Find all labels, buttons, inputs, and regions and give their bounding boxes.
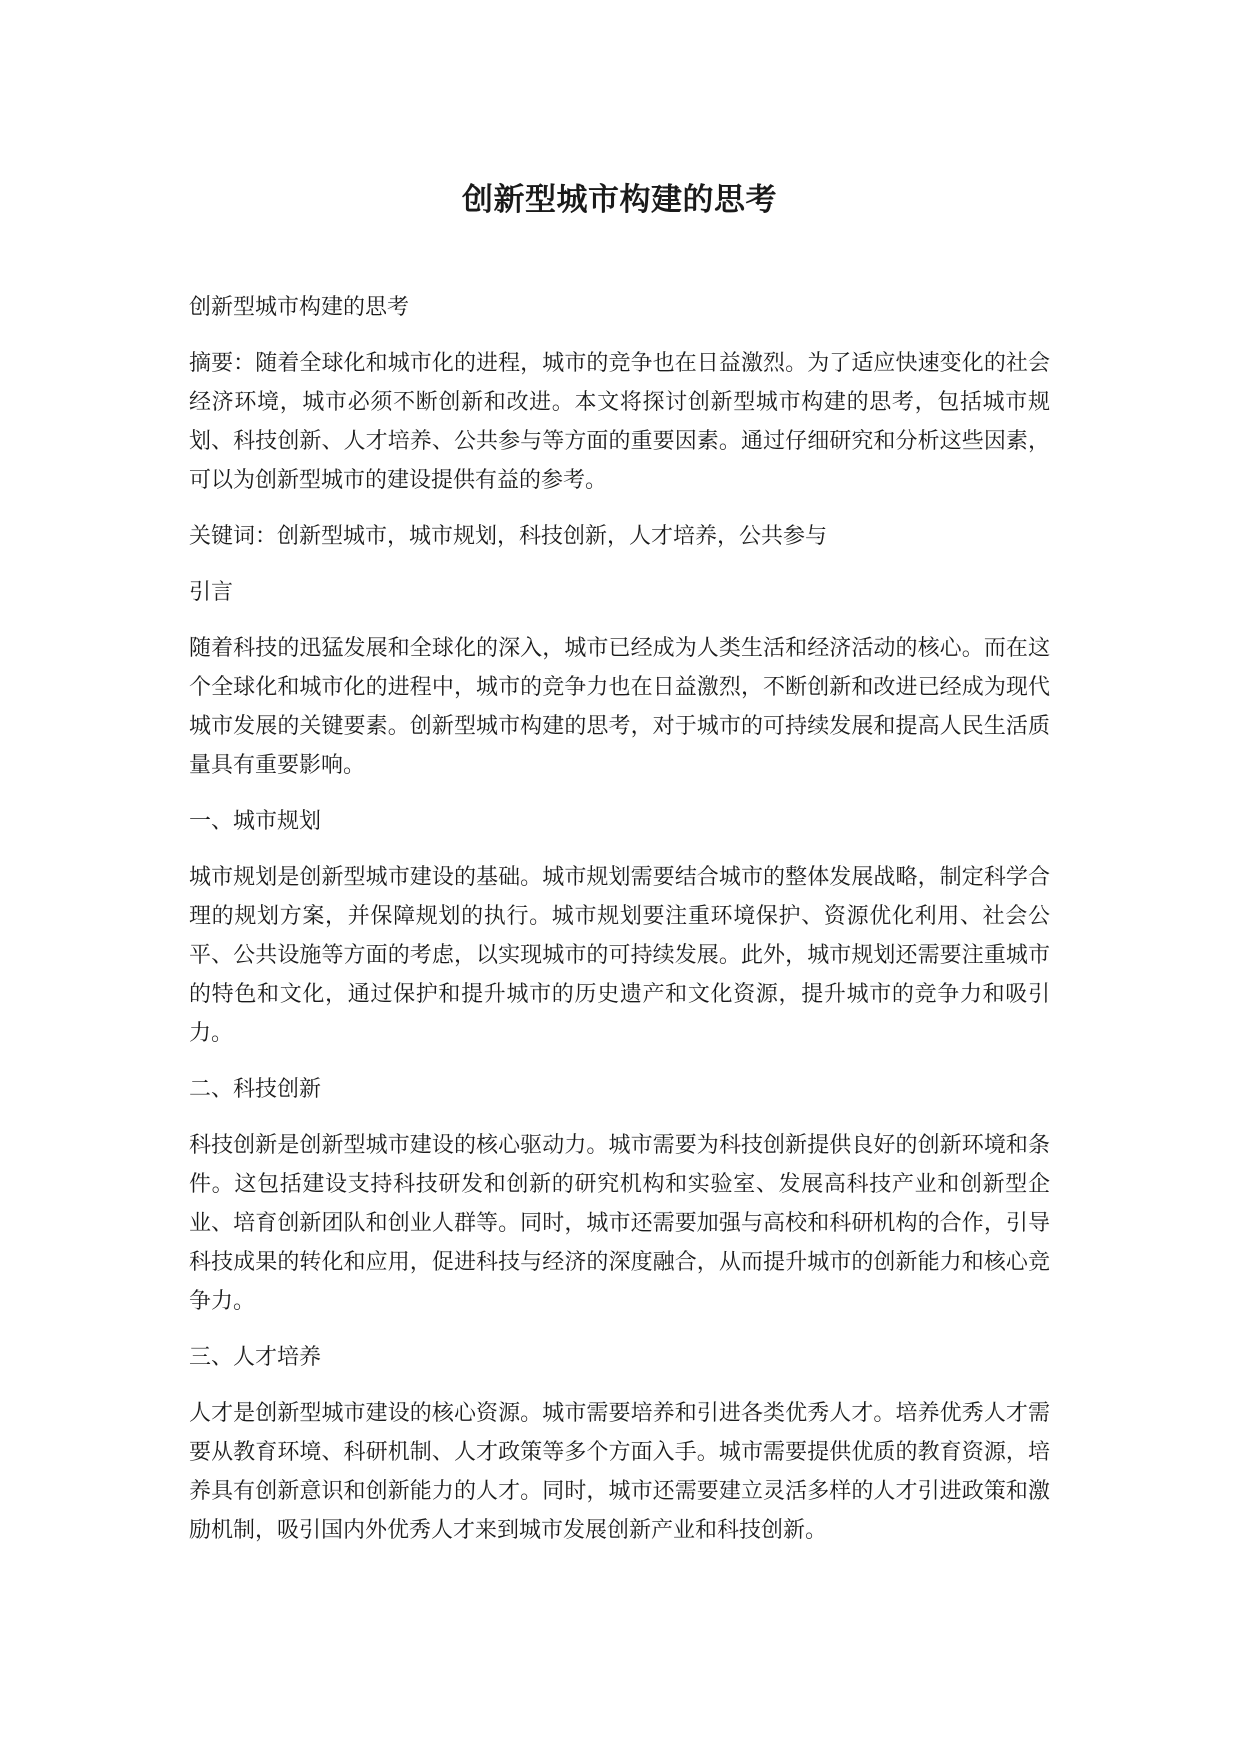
section-paragraph-talent-training: 人才是创新型城市建设的核心资源。城市需要培养和引进各类优秀人才。培养优秀人才需要从教育环境、科研机制、人才政策等多个方面入手。城市需要提供优质的教育资源，培养具有创新意识和创新能力的人才。同时，城市还需要建立灵活多样的人才引进政策和激励机制，吸引国内外优秀人才来到城市发展创新产业和科技创新。 [189, 1401, 1050, 1543]
keywords-line: 关键词：创新型城市，城市规划，科技创新，人才培养，公共参与 [189, 524, 828, 549]
intro-paragraph: 随着科技的迅猛发展和全球化的深入，城市已经成为人类生活和经济活动的核心。而在这个全球化和城市化的进程中，城市的竞争力也在日益激烈，不断创新和改进已经成为现代城市发展的关键要素。创新型城市构建的思考，对于城市的可持续发展和提高人民生活质量具有重要影响。 [189, 636, 1050, 778]
section-heading-urban-planning: 一、城市规划 [189, 809, 322, 834]
section-paragraph-tech-innovation: 科技创新是创新型城市建设的核心驱动力。城市需要为科技创新提供良好的创新环境和条件。这包括建设支持科技研发和创新的研究机构和实验室、发展高科技产业和创新型企业、培育创新团队和创业人群等。同时，城市还需要加强与高校和科研机构的合作，引导科技成果的转化和应用，促进科技与经济的深度融合，从而提升城市的创新能力和核心竞争力。 [189, 1133, 1050, 1314]
document-body [189, 288, 1050, 1550]
document-title: 创新型城市构建的思考 [462, 182, 777, 218]
abstract-paragraph: 摘要：随着全球化和城市化的进程，城市的竞争也在日益激烈。为了适应快速变化的社会经济环境，城市必须不断创新和改进。本文将探讨创新型城市构建的思考，包括城市规划、科技创新、人才培养、公共参与等方面的重要因素。通过仔细研究和分析这些因素，可以为创新型城市的建设提供有益的参考。 [189, 351, 1050, 493]
document-subtitle: 创新型城市构建的思考 [189, 295, 410, 320]
intro-heading: 引言 [189, 580, 234, 605]
section-heading-talent-training: 三、人才培养 [189, 1345, 322, 1370]
section-paragraph-urban-planning: 城市规划是创新型城市建设的基础。城市规划需要结合城市的整体发展战略，制定科学合理的规划方案，并保障规划的执行。城市规划要注重环境保护、资源优化利用、社会公平、公共设施等方面的考虑，以实现城市的可持续发展。此外，城市规划还需要注重城市的特色和文化，通过保护和提升城市的历史遗产和文化资源，提升城市的竞争力和吸引力。 [189, 865, 1050, 1046]
section-heading-tech-innovation: 二、科技创新 [189, 1077, 322, 1102]
